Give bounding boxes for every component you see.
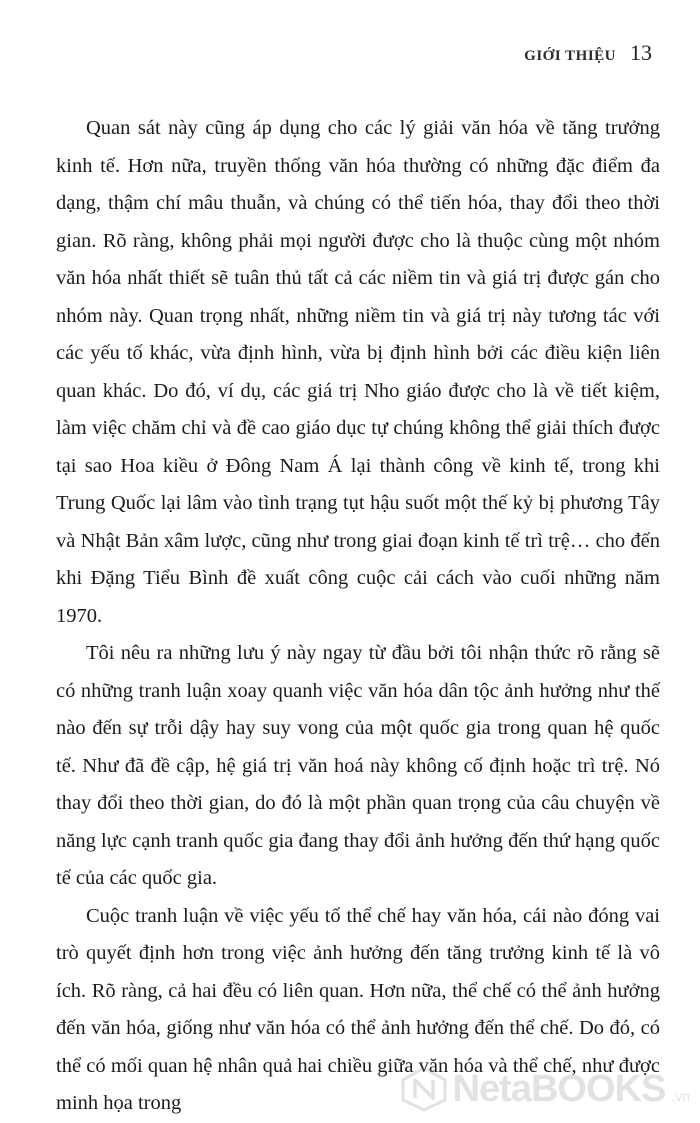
section-title: GIỚI THIỆU xyxy=(524,48,616,64)
paragraph-2: Tôi nêu ra những lưu ý này ngay từ đầu bởi tôi nhận thức rõ rằng sẽ có những tranh luận xoay quanh việc văn hóa dân tộc ảnh hưởng như thế nào đến sự trỗi dậy hay suy vong của một quốc gia trong quan hệ quốc tế. Như đã đề cập, hệ giá trị văn hoá này không cố định hoặc trì trệ. Nó thay đổi theo thời gian, do đó là một phần quan trọng của câu chuyện về năng lực cạnh tranh quốc gia đang thay đổi ảnh hưởng đến thứ hạng quốc tế của các quốc gia. xyxy=(56,642,660,889)
running-head xyxy=(524,40,652,66)
watermark-suffix: .vn xyxy=(671,1088,690,1104)
body-text xyxy=(56,110,660,1123)
page-number: 13 xyxy=(630,40,652,65)
paragraph-3: Cuộc tranh luận về việc yếu tố thể chế hay văn hóa, cái nào đóng vai trò quyết định hơn trong việc ảnh hưởng đến tăng trưởng kinh tế là vô ích. Rõ ràng, cả hai đều có liên quan. Hơn nữa, thể chế có thể ảnh hưởng đến văn hóa, giống như văn hóa có thể ảnh hưởng đến thể chế. Do đó, có thể có mối quan hệ nhân quả hai chiều giữa văn hóa và thể chế, như được minh họa trong xyxy=(56,904,660,1114)
watermark-brand: NetaBOOKS xyxy=(452,1067,666,1110)
paragraph-1: Quan sát này cũng áp dụng cho các lý giải văn hóa về tăng trưởng kinh tế. Hơn nữa, truyền thống văn hóa thường có những đặc điểm đa dạng, thậm chí mâu thuẫn, và chúng có thể tiến hóa, thay đổi theo thời gian. Rõ ràng, không phải mọi người được cho là thuộc cùng một nhóm văn hóa nhất thiết sẽ tuân thủ tất cả các niềm tin và giá trị được gán cho nhóm này. Quan trọng nhất, những niềm tin và giá trị này tương tác với các yếu tố khác, vừa định hình, vừa bị định hình bởi các điều kiện liên quan khác. Do đó, ví dụ, các giá trị Nho giáo được cho là về tiết kiệm, làm việc chăm chỉ và đề cao giáo dục tự chúng không thể giải thích được tại sao Hoa kiều ở Đông Nam Á lại thành công về kinh tế, trong khi Trung Quốc lại lâm vào tình trạng tụt hậu suốt một thế kỷ bị phương Tây và Nhật Bản xâm lược, cũng như trong giai đoạn kinh tế trì trệ… cho đến khi Đặng Tiểu Bình đề xuất công cuộc cải cách vào cuối những năm 1970. xyxy=(56,117,660,627)
